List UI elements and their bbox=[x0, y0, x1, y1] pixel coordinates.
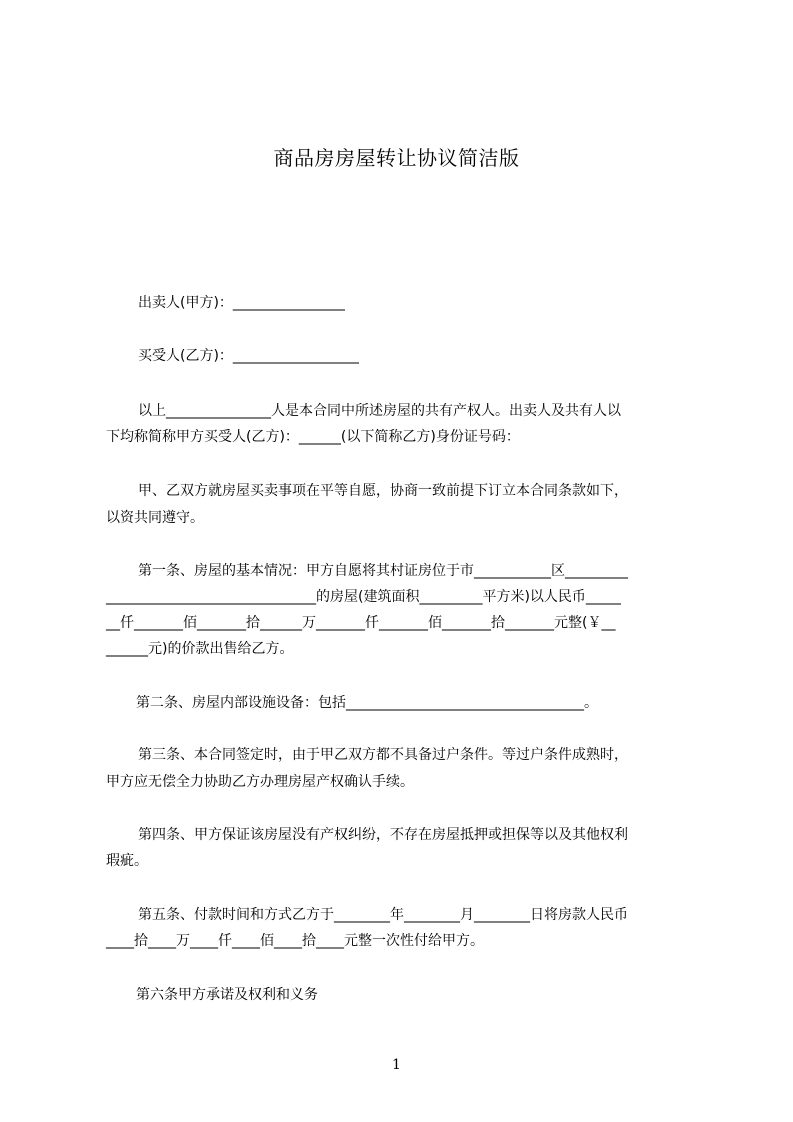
article-4-line-1: 第四条、甲方保证该房屋没有产权纠纷，不存在房屋抵押或担保等以及其他权利 bbox=[138, 827, 628, 843]
coowner-line-1: 以上_______________人是本合同中所述房屋的共有产权人。出卖人及共有人以 bbox=[138, 403, 621, 419]
document-title: 商品房房屋转让协议简洁版 bbox=[273, 146, 520, 170]
article-1-line-3: __仟_______佰_______拾______万_______仟_______佰_______拾_______元整(￥__ bbox=[106, 615, 616, 631]
coowner-line-2: 下均称简称甲方买受人(乙方)：______(以下简称乙方)身份证号码： bbox=[106, 429, 520, 445]
article-1-line-1: 第一条、房屋的基本情况：甲方自愿将其村证房位于市___________区_________ bbox=[138, 563, 628, 579]
article-6-heading: 第六条甲方承诺及权利和义务 bbox=[136, 987, 318, 1003]
article-3-line-1: 第三条、本合同签定时，由于甲乙双方都不具备过户条件。等过户条件成熟时， bbox=[138, 747, 628, 763]
article-1-line-2: ______________________________的房屋(建筑面积_________平方米)以人民币_____ bbox=[106, 589, 621, 605]
buyer-line: 买受人(乙方)：__________________ bbox=[138, 348, 359, 364]
preamble-line-2: 以资共同遵守。 bbox=[106, 510, 204, 526]
preamble-line-1: 甲、乙双方就房屋买卖事项在平等自愿，协商一致前提下订立本合同条款如下， bbox=[138, 483, 628, 499]
article-4-line-2: 瑕疵。 bbox=[106, 853, 148, 869]
article-2-line: 第二条、房屋内部设施设备：包括__________________________________。 bbox=[136, 695, 598, 711]
article-1-line-4: ______元)的价款出售给乙方。 bbox=[106, 641, 294, 657]
article-3-line-2: 甲方应无偿全力协助乙方办理房屋产权确认手续。 bbox=[106, 774, 414, 790]
article-5-line-1: 第五条、付款时间和方式乙方于________年________月________日将房款人民币 bbox=[138, 907, 628, 923]
seller-line: 出卖人(甲方)：________________ bbox=[138, 295, 345, 311]
page-number: 1 bbox=[392, 1057, 401, 1073]
article-5-line-2: ____拾____万____仟____佰____拾____元整一次性付给甲方。 bbox=[106, 933, 484, 949]
